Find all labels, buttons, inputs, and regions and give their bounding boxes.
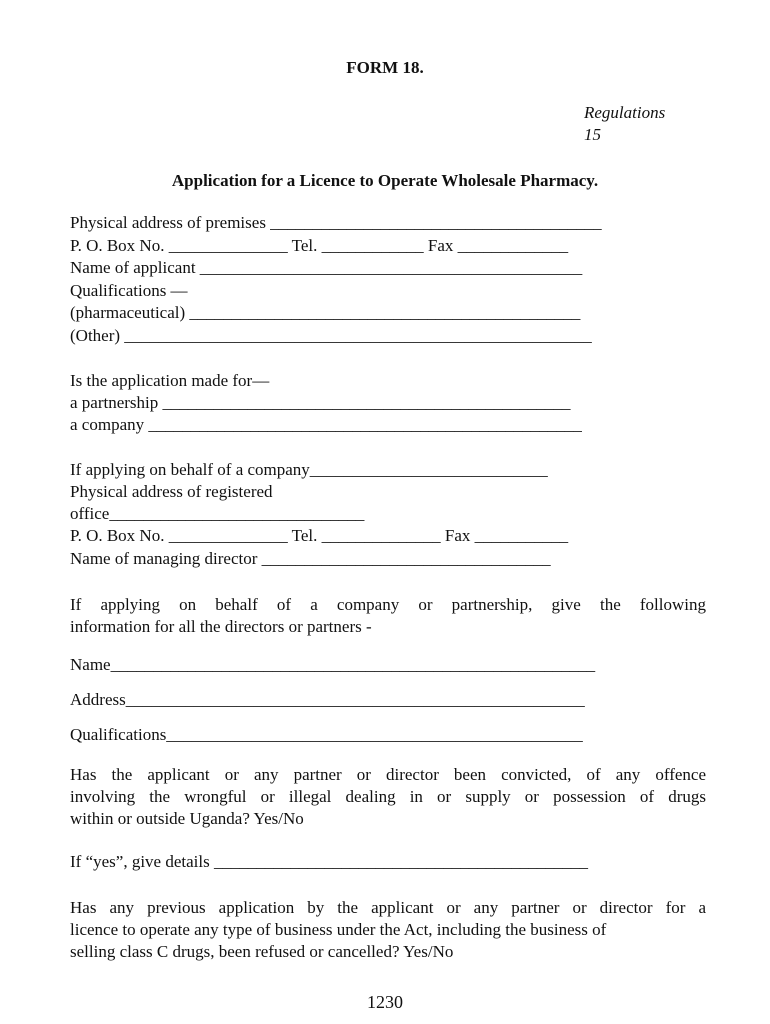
conviction-question-line-2: involving the wrongful or illegal dealing in or supply or possession of drugs: [70, 787, 706, 806]
field-company[interactable]: a company ___________________________________________________: [70, 415, 582, 434]
conviction-question-line-1: Has the applicant or any partner or director been convicted, of any offence: [70, 765, 706, 784]
field-director-qualifications[interactable]: Qualifications_________________________________________________: [70, 725, 583, 744]
field-conviction-details[interactable]: If “yes”, give details ____________________________________________: [70, 852, 588, 871]
field-registered-office[interactable]: office______________________________: [70, 504, 365, 523]
application-type-question: Is the application made for—: [70, 371, 270, 390]
field-director-address[interactable]: Address______________________________________________________: [70, 690, 585, 709]
registered-office-label: Physical address of registered: [70, 482, 273, 501]
field-company-behalf[interactable]: If applying on behalf of a company____________________________: [70, 460, 548, 479]
refusal-question-line-3: selling class C drugs, been refused or cancelled? Yes/No: [70, 942, 454, 961]
form-heading: Application for a Licence to Operate Wholesale Pharmacy.: [171, 171, 599, 190]
regulation-label: Regulations: [584, 103, 666, 122]
qualifications-label: Qualifications —: [70, 281, 188, 300]
field-physical-address[interactable]: Physical address of premises _______________________________________: [70, 213, 602, 232]
field-name-of-applicant[interactable]: Name of applicant _____________________________________________: [70, 258, 583, 277]
directors-instruction-line-2: information for all the directors or partners -: [70, 617, 372, 636]
field-qualifications-pharmaceutical[interactable]: (pharmaceutical) ______________________________________________: [70, 303, 581, 322]
field-qualifications-other[interactable]: (Other) _______________________________________________________: [70, 326, 592, 345]
form-title: FORM 18.: [346, 58, 424, 77]
field-partnership[interactable]: a partnership ________________________________________________: [70, 393, 571, 412]
regulation-number: 15: [584, 125, 601, 144]
field-company-po-box-tel-fax[interactable]: P. O. Box No. ______________ Tel. ______________ Fax ___________: [70, 526, 569, 545]
conviction-question-line-3: within or outside Uganda? Yes/No: [70, 809, 304, 828]
field-director-name[interactable]: Name_________________________________________________________: [70, 655, 596, 674]
directors-instruction-line-1: If applying on behalf of a company or partnership, give the following: [70, 595, 706, 614]
refusal-question-line-1: Has any previous application by the applicant or any partner or director for a: [70, 898, 706, 917]
field-po-box-tel-fax[interactable]: P. O. Box No. ______________ Tel. ____________ Fax _____________: [70, 236, 569, 255]
refusal-question-line-2: licence to operate any type of business under the Act, including the business of: [70, 920, 607, 939]
page-number: 1230: [367, 992, 403, 1012]
field-managing-director[interactable]: Name of managing director __________________________________: [70, 549, 551, 568]
